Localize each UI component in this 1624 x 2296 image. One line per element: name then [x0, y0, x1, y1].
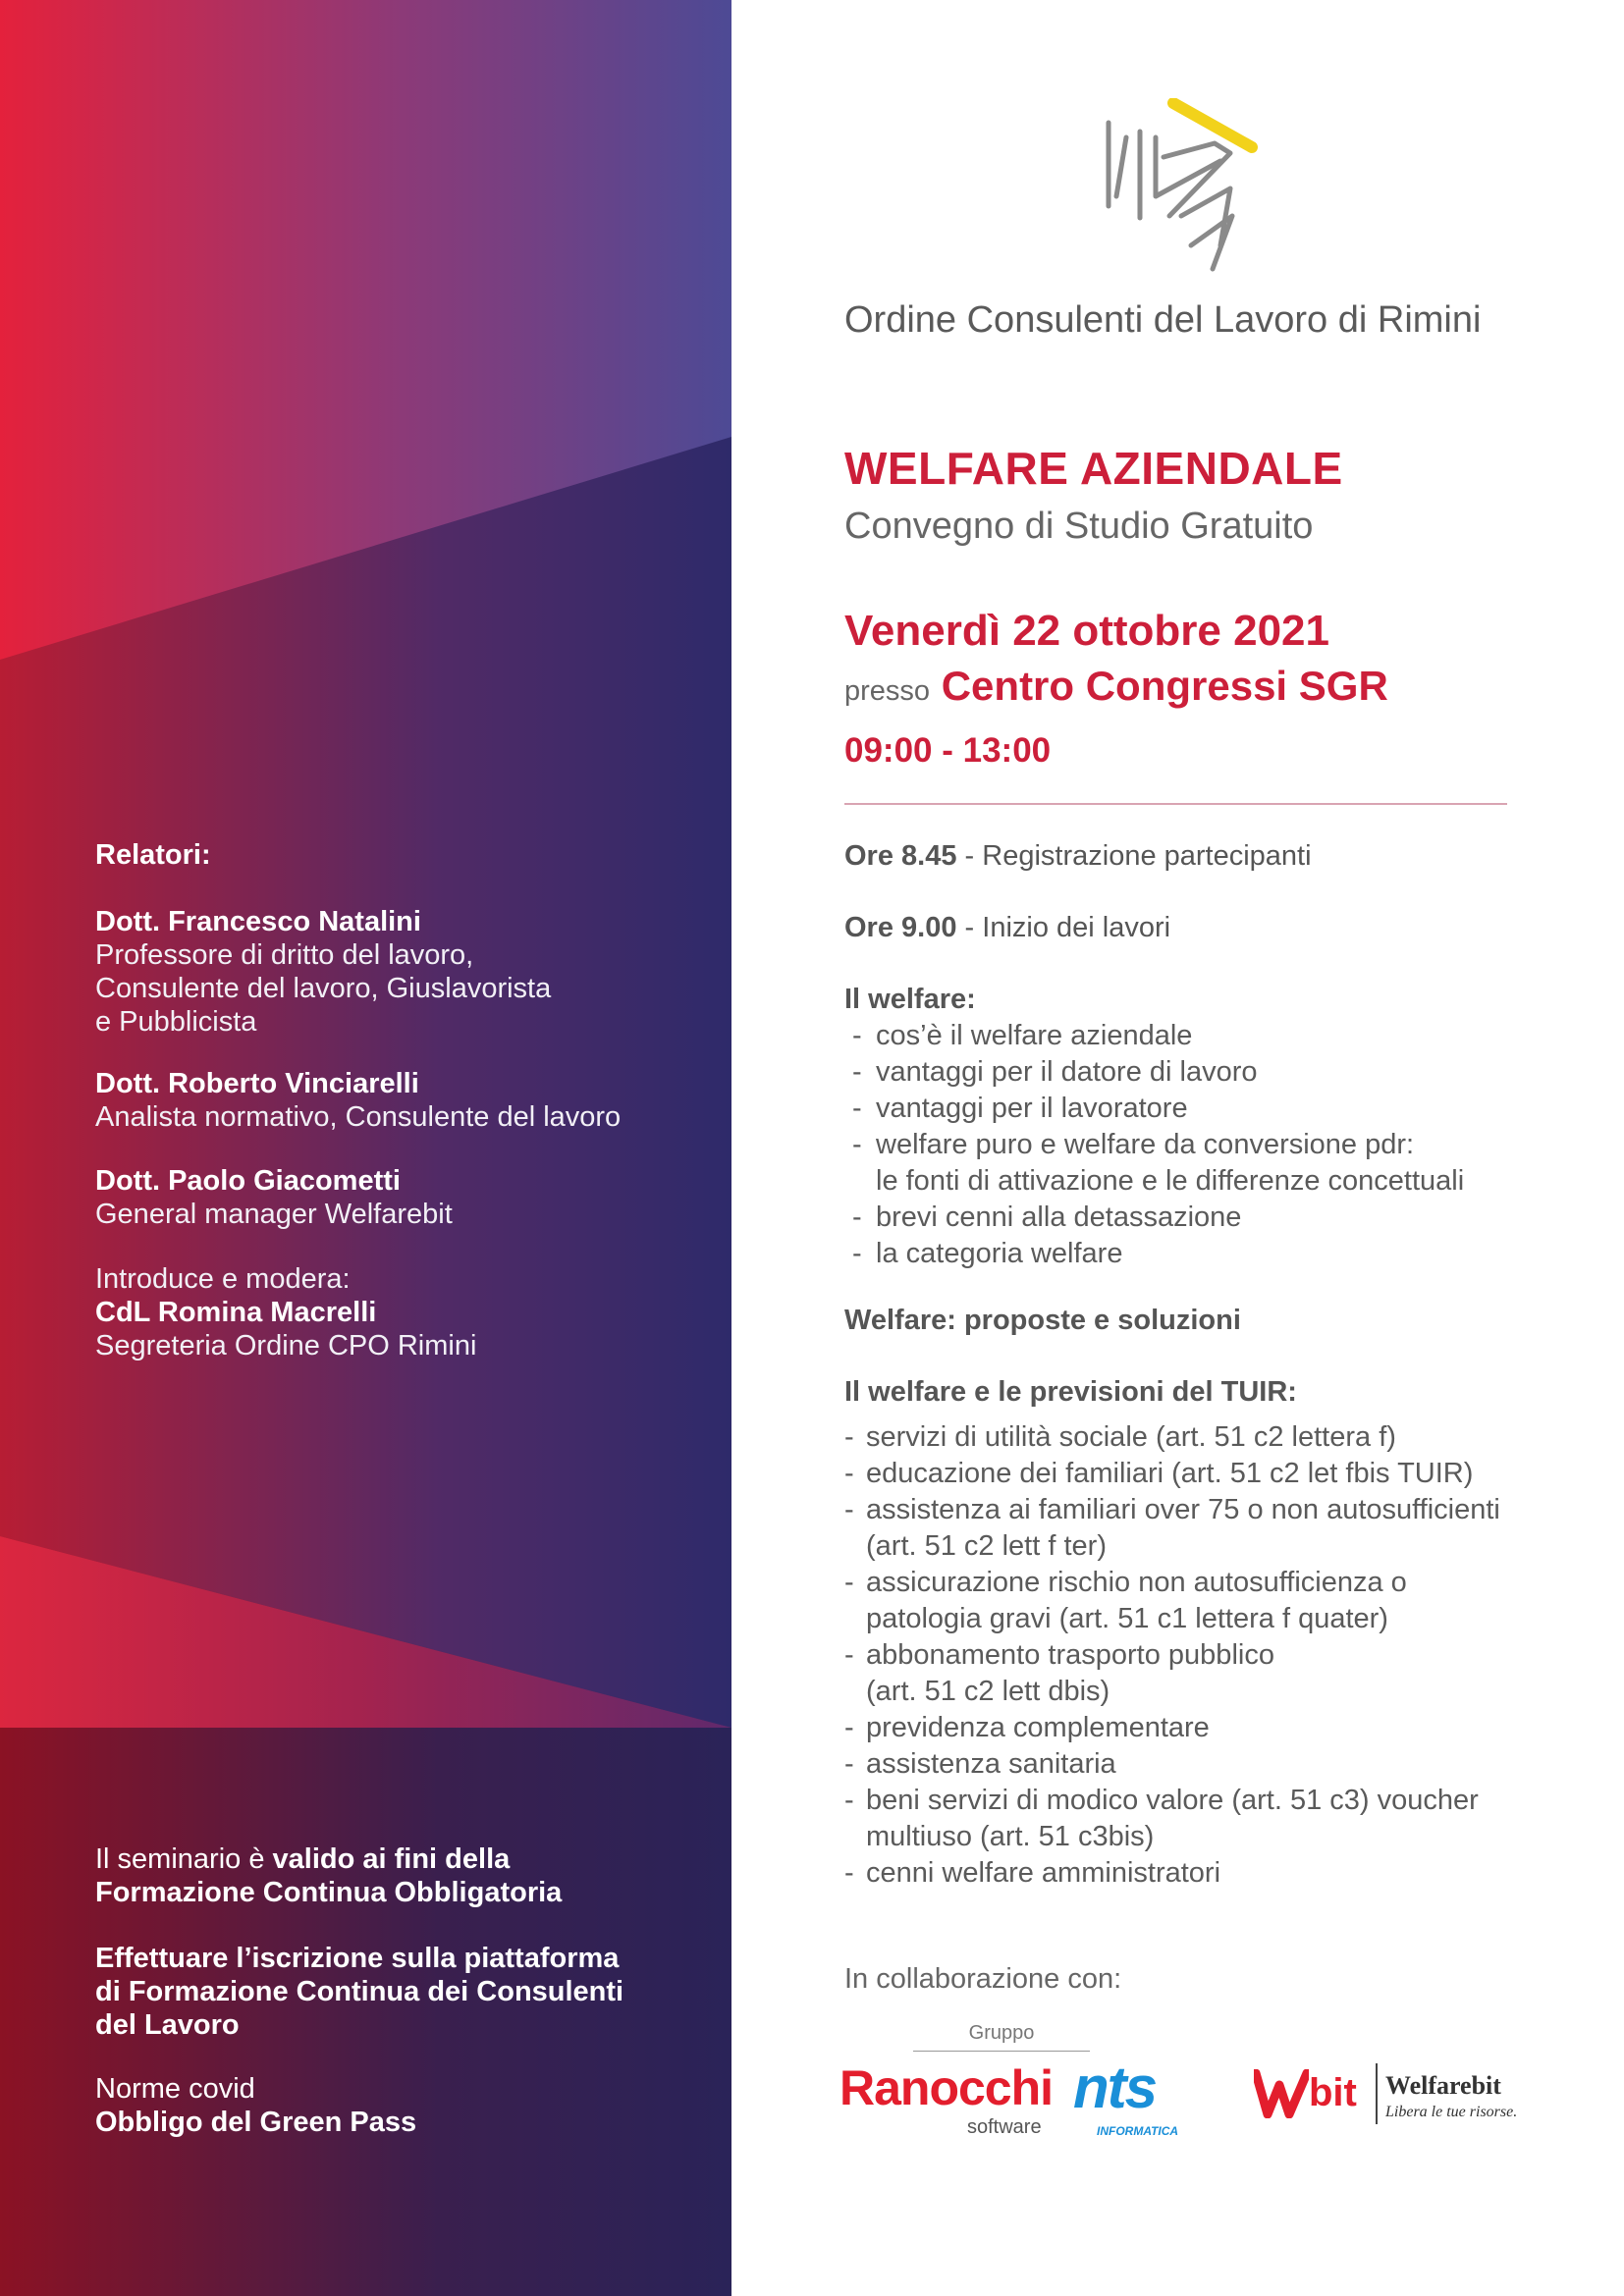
nts-sub: INFORMATICA	[1097, 2124, 1179, 2138]
divider	[844, 803, 1507, 805]
list-item: - previdenza complementare	[837, 1710, 1500, 1746]
signup-line: di Formazione Continua dei Consulenti	[95, 1976, 624, 2007]
event-time: 09:00 - 13:00	[844, 731, 1052, 770]
nts-logo: nts	[1073, 2055, 1156, 2120]
gruppo-label: Gruppo	[913, 2022, 1090, 2052]
ranocchi-logo: Ranocchi	[839, 2060, 1054, 2115]
speaker-role-line: Professore di dritto del lavoro,	[95, 939, 474, 971]
place-prefix: presso	[844, 675, 931, 707]
speaker-name: Dott. Francesco Natalini	[95, 906, 421, 937]
section-tuir-title: Il welfare e le previsioni del TUIR:	[844, 1376, 1297, 1408]
list-item: - cos’è il welfare aziendale	[844, 1018, 1464, 1054]
event-subtitle: Convegno di Studio Gratuito	[844, 506, 1314, 547]
registration-text: - Registrazione partecipanti	[964, 840, 1312, 872]
list-item: - assicurazione rischio non autosufficienza o	[837, 1565, 1500, 1601]
welfarebit-tagline: Libera le tue risorse.	[1385, 2104, 1518, 2120]
list-item: - assistenza ai familiari over 75 o non autosufficienti	[837, 1492, 1500, 1528]
list-item: - welfare puro e welfare da conversione pdr:	[844, 1127, 1464, 1163]
wbit-w-icon	[1254, 2069, 1309, 2118]
covid-rules	[95, 2072, 416, 2139]
covid-label: Norme covid	[95, 2073, 255, 2105]
speaker-name: Dott. Roberto Vinciarelli	[95, 1068, 419, 1099]
order-logo-icon	[1095, 98, 1262, 275]
ranocchi-sub: software	[967, 2116, 1042, 2138]
organization-name: Ordine Consulenti del Lavoro di Rimini	[844, 299, 1482, 341]
seminar-prefix: Il seminario è	[95, 1843, 265, 1875]
start-text: - Inizio dei lavori	[964, 912, 1171, 943]
list-item: - servizi di utilità sociale (art. 51 c2 lettera f)	[837, 1419, 1500, 1456]
speaker-1	[95, 905, 551, 1039]
continuation-text: patologia gravi (art. 51 c1 lettera f quater)	[866, 1603, 1388, 1634]
continuation-text: le fonti di attivazione e le differenze concettuali	[876, 1165, 1465, 1197]
section-welfare-list	[844, 1018, 1464, 1272]
speakers-heading: Relatori:	[95, 839, 211, 871]
moderator-role: Segreteria Ordine CPO Rimini	[95, 1330, 477, 1362]
speaker-role-line: e Pubblicista	[95, 1006, 257, 1038]
moderator-name: CdL Romina Macrelli	[95, 1297, 377, 1328]
start-time: Ore 9.00	[844, 912, 957, 943]
seminar-bold-2: Formazione Continua Obbligatoria	[95, 1877, 563, 1908]
continuation-text: (art. 51 c2 lett f ter)	[866, 1530, 1107, 1562]
moderator-intro: Introduce e modera:	[95, 1263, 351, 1295]
list-item-continuation	[837, 1674, 1500, 1710]
speaker-3	[95, 1164, 453, 1231]
speaker-role-line: General manager Welfarebit	[95, 1199, 453, 1230]
list-item: - educazione dei familiari (art. 51 c2 let fbis TUIR)	[837, 1456, 1500, 1492]
speaker-2	[95, 1067, 621, 1134]
seminar-bold-1: valido ai fini della	[272, 1843, 511, 1875]
left-panel	[0, 0, 731, 2296]
event-date: Venerdì 22 ottobre 2021	[844, 607, 1329, 655]
seminar-validity	[95, 1842, 562, 1909]
moderator	[95, 1262, 476, 1362]
registration-time: Ore 8.45	[844, 840, 957, 872]
logo-separator	[1376, 2063, 1378, 2124]
section-welfare-title: Il welfare:	[844, 984, 976, 1015]
covid-rule: Obbligo del Green Pass	[95, 2107, 417, 2138]
speaker-name: Dott. Paolo Giacometti	[95, 1165, 401, 1197]
speaker-role-line: Analista normativo, Consulente del lavoro	[95, 1101, 622, 1133]
list-item: - assistenza sanitaria	[837, 1746, 1500, 1783]
partner-logos	[839, 2022, 1527, 2150]
list-item-continuation	[837, 1601, 1500, 1637]
list-item: - vantaggi per il datore di lavoro	[844, 1054, 1464, 1091]
event-place	[844, 663, 1388, 710]
signup-line: del Lavoro	[95, 2009, 240, 2041]
event-title: WELFARE AZIENDALE	[844, 443, 1343, 494]
list-item: - abbonamento trasporto pubblico	[837, 1637, 1500, 1674]
registration-line	[844, 839, 1312, 873]
continuation-text: multiuso (art. 51 c3bis)	[866, 1821, 1155, 1852]
section-tuir-list	[837, 1419, 1500, 1892]
signup-line: Effettuare l’iscrizione sulla piattaforma	[95, 1943, 620, 1974]
list-item-continuation	[837, 1528, 1500, 1565]
wbit-logo: bit	[1309, 2071, 1357, 2114]
list-item-continuation	[844, 1163, 1464, 1200]
list-item: - la categoria welfare	[844, 1236, 1464, 1272]
list-item: - vantaggi per il lavoratore	[844, 1091, 1464, 1127]
continuation-text: (art. 51 c2 lett dbis)	[866, 1676, 1110, 1707]
place-name: Centro Congressi SGR	[941, 663, 1388, 709]
signup-instructions	[95, 1942, 623, 2042]
list-item-continuation	[837, 1819, 1500, 1855]
list-item: - cenni welfare amministratori	[837, 1855, 1500, 1892]
list-item: - beni servizi di modico valore (art. 51 c3) voucher	[837, 1783, 1500, 1819]
start-line	[844, 911, 1170, 944]
collaboration-label: In collaborazione con:	[844, 1963, 1122, 1995]
welfarebit-logo: Welfarebit	[1385, 2071, 1501, 2100]
section-proposals-title: Welfare: proposte e soluzioni	[844, 1305, 1241, 1336]
speaker-role-line: Consulente del lavoro, Giuslavorista	[95, 973, 552, 1004]
list-item: - brevi cenni alla detassazione	[844, 1200, 1464, 1236]
